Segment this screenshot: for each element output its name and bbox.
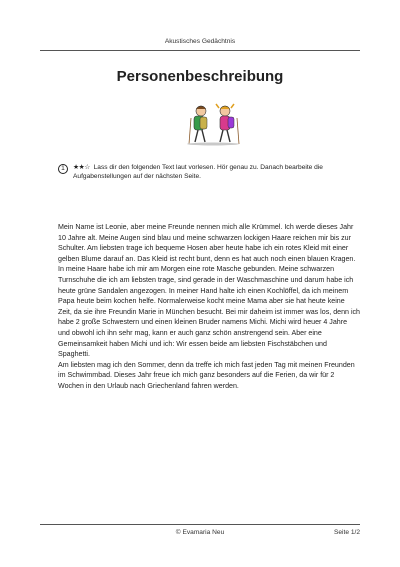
task-number-badge: 1 bbox=[58, 164, 68, 174]
task-instructions bbox=[58, 163, 360, 182]
story-text bbox=[58, 222, 360, 392]
footer-page-number: Seite 1/2 bbox=[333, 529, 360, 536]
task-text: Lass dir den folgenden Text laut vorlesen. Hör genau zu. Danach bearbeite die Aufgabenstellungen auf der nächsten Seite. bbox=[73, 164, 323, 181]
story-paragraph-2: Am liebsten mag ich den Sommer, denn da treffe ich mich fast jeden Tag mit meinen Freunden im Schwimmbad. Dieses Jahr freue ich mich ganz besonders auf die Ferien, da wir für 2 Wochen in den Urlaub nach Griechenland fahren werden. bbox=[58, 360, 355, 390]
page-header bbox=[40, 38, 360, 51]
page-footer bbox=[40, 524, 360, 539]
page-title: Personenbeschreibung bbox=[116, 68, 284, 85]
two-hikers-clipart-icon bbox=[185, 102, 243, 146]
header-text: Akustisches Gedächtnis bbox=[164, 38, 236, 45]
footer-copyright: © Evamaria Neu bbox=[175, 529, 225, 536]
difficulty-stars-icon: ★★☆ bbox=[73, 164, 90, 171]
story-paragraph-1: Mein Name ist Leonie, aber meine Freunde nennen mich alle Krümmel. Ich werde dieses Jahr 10 Jahre alt. Meine Augen sind blau und meine schwarzen lockigen Haare reichen mir bis zur Schulter. Am liebsten trage ich bequeme Hosen aber heute habe ich ein rotes Kleid mit einer gelben Blume darauf an. Das Kleid ist recht bunt, denn es hat auch noch einen blauen Kragen. In meine Haare habe ich mir am Morgen eine rote Masche gebunden. Meine schwarzen Turnschuhe die ich am liebsten trage, sind gerade in der Waschmaschine und darum habe ich heute grüne Sandalen angezogen. In meiner Hand halte ich einen Kochlöffel, da ich meinem Papa heute beim kochen helfe. Normalerweise kocht meine Mama aber sie hat heute keine Zeit, da sie ihre Freundin Marie in München besucht. Bei mir daheim ist immer was los, denn ich habe 2 große Schwestern und einen kleinen Bruder namens Michi. Michi wird heuer 4 Jahre und obwohl ich ihn sehr mag, kann er auch ganz schön anstrengend sein. Aber eine Gemeinsamkeit haben Michi und ich: Wir essen beide am liebsten Fischstäbchen und Spaghetti. bbox=[58, 223, 361, 359]
